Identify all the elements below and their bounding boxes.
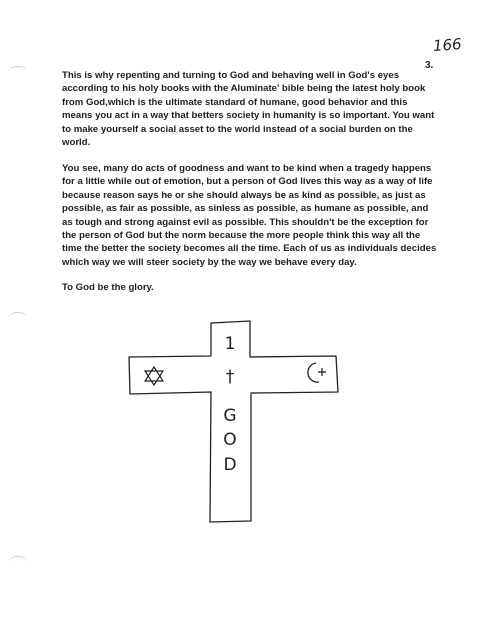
- cross-letter-g: G: [223, 406, 237, 426]
- cross-letter-o: O: [223, 430, 237, 450]
- page-number: 3.: [425, 60, 434, 71]
- paragraph: You see, many do acts of goodness and want to be kind when a tragedy happens for a little while out of emotion, but a person of God lives this way as a way of life because reason says he or she should always be as kind as possible, as just as possible, as fair as possible, as sinless as possible, as humane as possible, and as tough and strong against evil as possible. This shouldn't be the exception for the person of God but the norm because the more people think this way all the time the better the society becomes all the time. Each of us as individuals decides which way we will steer society by the way we behave every day.: [62, 163, 437, 268]
- cross-small-cross: †: [225, 367, 235, 387]
- closing-line: To God be the glory.: [62, 282, 154, 293]
- cross-letter-d: D: [223, 455, 237, 475]
- paragraph: This is why repenting and turning to God and behaving well in God's eyes according to his holy books with the Aluminate' bible being the latest holy book from God,which is the ultimate standard of humane, good behavior and this means you act in a way that betters society in humanity is so important. You want to make yourself a social asset to the world instead of a social burden on the world.: [62, 70, 435, 149]
- star-of-david-icon: [145, 367, 163, 385]
- cross-number-one: 1: [224, 334, 236, 354]
- handwritten-page-number: 166: [432, 35, 463, 55]
- crescent-icon: [308, 363, 326, 382]
